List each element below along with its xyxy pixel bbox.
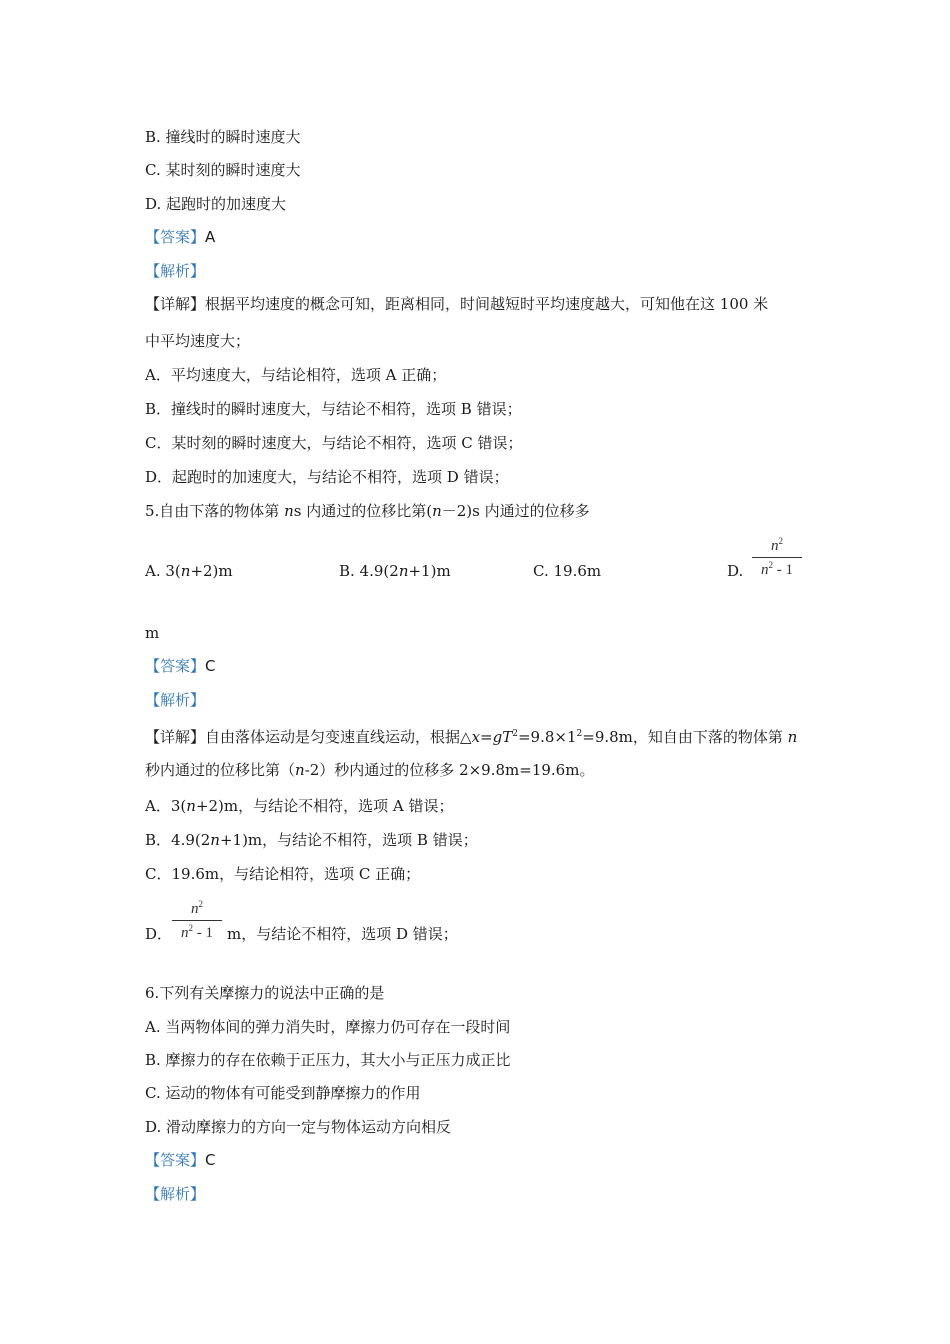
fraction-numerator: $n^2$ xyxy=(191,899,203,917)
q5-result-a xyxy=(145,796,453,816)
q4-detail-line1 xyxy=(145,294,768,314)
q5-result-d-fraction xyxy=(172,899,222,942)
var-n: n xyxy=(295,761,305,779)
var-T: T xyxy=(502,728,513,746)
detail-text: =9.8×1 xyxy=(517,728,577,746)
stem-var-n: n xyxy=(432,502,442,520)
q5-detail-line2 xyxy=(145,760,594,780)
q5-option-b xyxy=(339,561,451,581)
option-text: +2)m xyxy=(190,562,233,580)
fraction-denominator: $n^2 - 1$ xyxy=(761,560,793,578)
q5-result-d-label: D． xyxy=(145,925,173,943)
q4-detail-line2: 中平均速度大； xyxy=(145,332,251,350)
q4-result-a: A．平均速度大，与结论相符，选项 A 正确； xyxy=(145,366,447,384)
q6-analysis-label: 【解析】 xyxy=(145,1185,206,1203)
detail-text: 自由落体运动是匀变速直线运动，根据△ xyxy=(205,728,472,746)
q4-option-b: B. 撞线时的瞬时速度大 xyxy=(145,128,301,146)
superscript: 2 xyxy=(576,729,583,739)
answer-value: C xyxy=(205,1151,216,1169)
option-var-n: n xyxy=(180,562,191,580)
q4-result-d: D．起跑时的加速度大，与结论不相符，选项 D 错误； xyxy=(145,468,509,486)
detail-text: -2）秒内通过的位移多 2×9.8m=19.6m。 xyxy=(304,761,595,779)
result-text: +2)m，与结论不相符，选项 A 错误； xyxy=(195,797,454,815)
answer-value: C xyxy=(205,657,216,675)
answer-value: A xyxy=(205,228,216,246)
option-text: B. 4.9(2 xyxy=(339,562,399,580)
detail-text: 根据平均速度的概念可知，距离相同，时间越短时平均速度越大，可知他在这 100 米 xyxy=(205,295,769,313)
q5-result-d-text: m，与结论不相符，选项 D 错误； xyxy=(227,925,458,943)
result-text: +1)m，与结论不相符，选项 B 错误； xyxy=(219,831,478,849)
var-x: x xyxy=(471,728,481,746)
q6-option-b: B. 摩擦力的存在依赖于正压力，其大小与正压力成正比 xyxy=(145,1051,511,1069)
var-n: n xyxy=(787,728,798,746)
result-text: A．3( xyxy=(145,797,187,815)
q5-detail-line1 xyxy=(145,724,797,747)
detail-text: = xyxy=(480,728,493,746)
q4-result-c: C．某时刻的瞬时速度大，与结论不相符，选项 C 错误； xyxy=(145,434,523,452)
detail-text: =9.8m，知自由下落的物体第 xyxy=(582,728,788,746)
var-g: g xyxy=(492,728,503,746)
q5-result-b xyxy=(145,830,478,850)
q5-result-c: C．19.6m，与结论相符，选项 C 正确； xyxy=(145,865,421,883)
q5-option-a xyxy=(145,561,233,581)
option-var-n: n xyxy=(398,562,409,580)
q5-option-d-unit: m xyxy=(145,624,160,642)
q4-answer xyxy=(145,227,215,247)
detail-label: 【详解】 xyxy=(145,728,206,746)
q6-option-a: A. 当两物体间的弹力消失时，摩擦力仍可存在一段时间 xyxy=(145,1018,511,1036)
q4-option-d: D. 起跑时的加速度大 xyxy=(145,195,287,213)
q6-option-d: D. 滑动摩擦力的方向一定与物体运动方向相反 xyxy=(145,1118,452,1136)
fraction-denominator: $n^2 - 1$ xyxy=(181,923,213,941)
q6-stem: 6.下列有关摩擦力的说法中正确的是 xyxy=(145,984,385,1002)
option-text: +1)m xyxy=(408,562,451,580)
answer-label: 【答案】 xyxy=(145,1151,206,1169)
stem-var-n: n xyxy=(284,502,294,520)
q5-option-c: C. 19.6m xyxy=(533,562,602,580)
stem-text: －2)s 内通过的位移多 xyxy=(441,502,590,520)
fraction-bar xyxy=(752,557,802,558)
q5-option-d-fraction xyxy=(752,536,802,579)
fraction-numerator: $n^2$ xyxy=(771,536,783,554)
q4-result-b: B．撞线时的瞬时速度大，与结论不相符，选项 B 错误； xyxy=(145,400,522,418)
var-n: n xyxy=(186,797,196,815)
q5-analysis-label: 【解析】 xyxy=(145,691,206,709)
var-n: n xyxy=(210,831,220,849)
detail-label: 【详解】 xyxy=(145,295,206,313)
q5-stem xyxy=(145,501,590,521)
result-text: B．4.9(2 xyxy=(145,831,211,849)
stem-text: 5.自由下落的物体第 xyxy=(145,502,285,520)
superscript: 2 xyxy=(512,729,518,739)
stem-text: s 内通过的位移比第( xyxy=(293,502,433,520)
option-text: A. 3( xyxy=(145,562,181,580)
q5-answer xyxy=(145,656,216,676)
q4-analysis-label: 【解析】 xyxy=(145,262,206,280)
q4-option-c: C. 某时刻的瞬时速度大 xyxy=(145,161,301,179)
fraction-bar xyxy=(172,920,222,921)
q5-option-d-label: D. xyxy=(727,562,744,580)
detail-text: 秒内通过的位移比第（ xyxy=(145,761,296,779)
q6-option-c: C. 运动的物体有可能受到静摩擦力的作用 xyxy=(145,1084,421,1102)
answer-label: 【答案】 xyxy=(145,657,206,675)
q6-answer xyxy=(145,1150,216,1170)
answer-label: 【答案】 xyxy=(145,228,206,246)
